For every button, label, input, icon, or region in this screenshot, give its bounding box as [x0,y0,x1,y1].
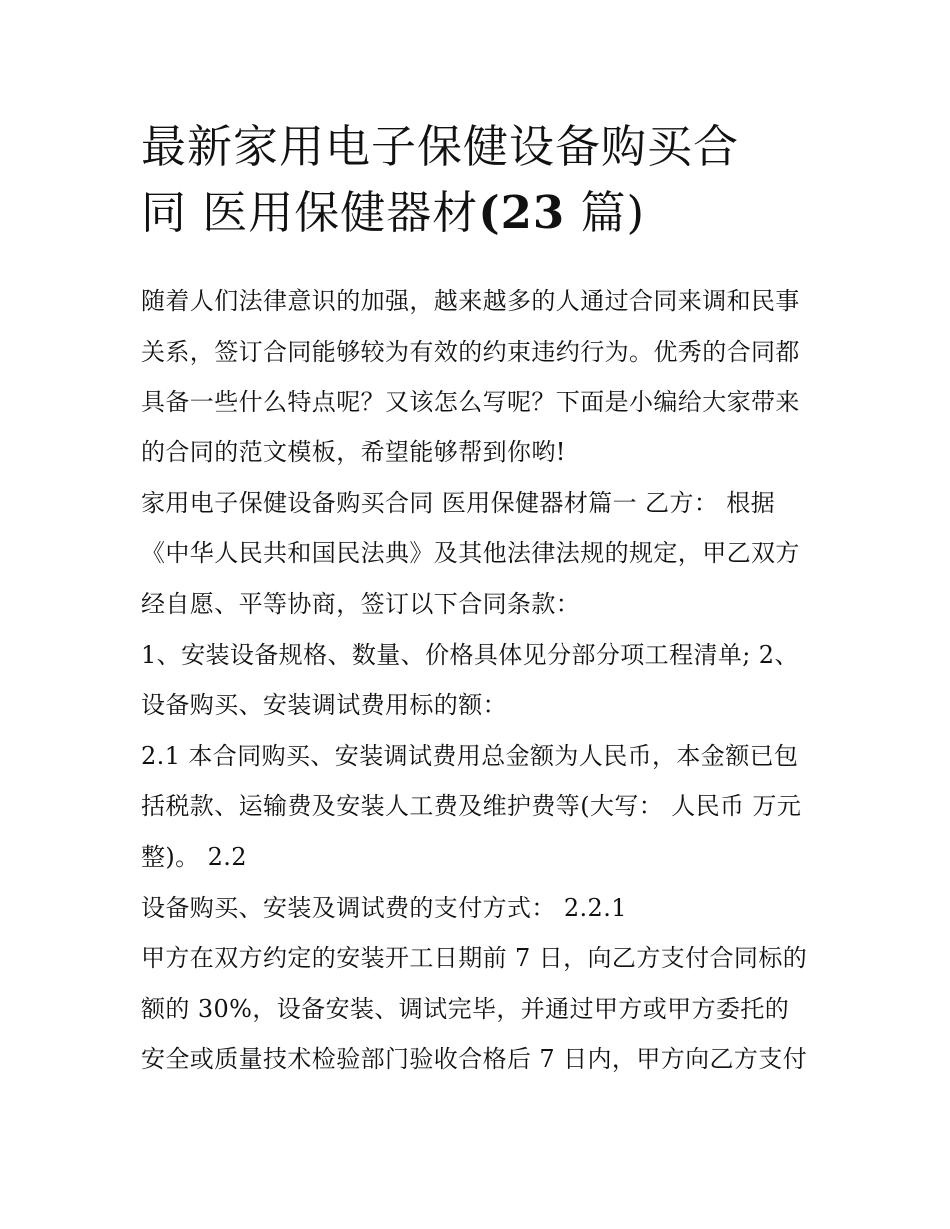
body-line-15: 额的 30%，设备安装、调试完毕，并通过甲方或甲方委托的 [141,995,790,1023]
body-line-9: 设备购买、安装调试费用标的额： [141,691,507,719]
body-line-14: 甲方在双方约定的安装开工日期前 7 日，向乙方支付合同标的 [141,944,808,972]
body-line-11: 括税款、运输费及安装人工费及维护费等(大写： 人民币 万元 [141,792,802,820]
body-line-16: 安全或质量技术检验部门验收合格后 7 日内，甲方向乙方支付 [141,1045,808,1073]
document-title [141,114,821,246]
body-line-5: 家用电子保健设备购买合同 医用保健器材篇一 乙方： 根据 [141,489,776,517]
body-line-2: 关系，签订合同能够较为有效的约束违约行为。优秀的合同都 [141,338,800,366]
title-line-2-number: (23 [478,186,566,239]
body-line-12: 整)。 2.2 [141,843,247,871]
title-line-2-tail: 篇) [565,186,646,239]
body-line-10: 2.1 本合同购买、安装调试费用总金额为人民币，本金额已包 [141,742,799,770]
title-line-1: 最新家用电子保健设备购买合 [141,120,740,173]
body-line-8: 1、安装设备规格、数量、价格具体见分部分项工程清单; 2、 [141,641,799,669]
body-line-7: 经自愿、平等协商，签订以下合同条款： [141,590,581,618]
title-line-2 [141,180,821,246]
title-line-2-text: 同 医用保健器材 [141,186,479,239]
body-line-13: 设备购买、安装及调试费的支付方式： 2.2.1 [141,894,627,922]
body-line-6: 《中华人民共和国民法典》及其他法律法规的规定，甲乙双方 [141,539,800,567]
body-line-1: 随着人们法律意识的加强，越来越多的人通过合同来调和民事 [141,287,800,315]
body-line-3: 具备一些什么特点呢？又该怎么写呢？下面是小编给大家带来 [141,388,800,416]
body-line-4: 的合同的范文模板，希望能够帮到你哟! [141,438,566,466]
